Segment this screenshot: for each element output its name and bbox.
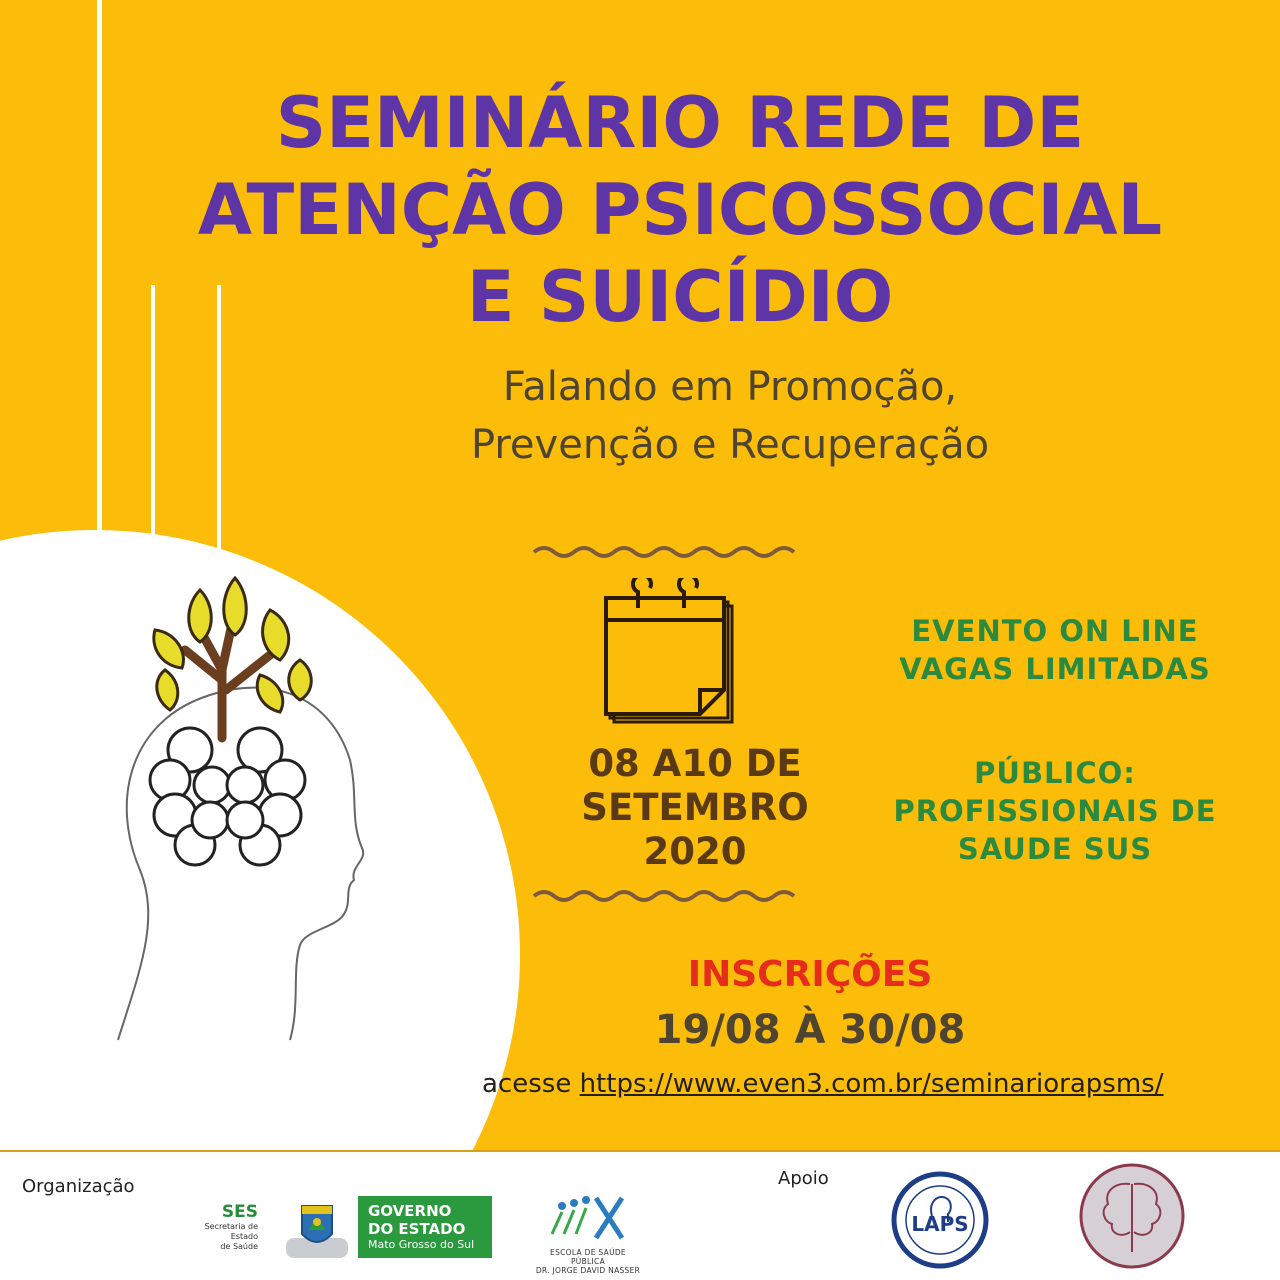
lasme-logo-icon [1078, 1162, 1186, 1270]
gov-line-3: Mato Grosso do Sul [368, 1238, 475, 1251]
organizacao-label: Organização [22, 1176, 135, 1197]
audience-info [880, 754, 1230, 868]
event-date-line-2: SETEMBRO [581, 786, 809, 829]
subtitle-line-2: Prevenção e Recuperação [470, 422, 990, 468]
ses-short: SES [221, 1202, 258, 1222]
governo-logo [358, 1196, 492, 1258]
state-coat-of-arms-icon [284, 1200, 350, 1260]
publico-line-2: SAUDE SUS [957, 832, 1153, 866]
footer-logos [0, 1150, 1280, 1280]
registration-link[interactable]: https://www.even3.com.br/seminariorapsms/ [579, 1069, 1164, 1099]
escola-saude-logo-icon [540, 1188, 640, 1248]
inscricoes-heading: INSCRIÇÕES [687, 954, 933, 995]
title-line-3: E SUICÍDIO [466, 256, 894, 338]
event-format-info [880, 612, 1230, 688]
title-line-2: ATENÇÃO PSICOSSOCIAL [197, 169, 1163, 251]
page-title [0, 80, 1280, 341]
vagas-label: VAGAS LIMITADAS [899, 652, 1211, 686]
calendar-icon [600, 578, 740, 728]
escola-line-2: DR. JORGE DAVID NASSER [535, 1266, 641, 1275]
subtitle-line-1: Falando em Promoção, [502, 364, 958, 410]
registration-period: 19/08 À 30/08 [654, 1007, 966, 1053]
publico-line-1: PROFISSIONAIS DE [893, 794, 1217, 828]
access-line [482, 1064, 1262, 1104]
wave-divider-top [532, 542, 802, 562]
event-date-line-1: 08 A10 DE [588, 742, 802, 785]
publico-label: PÚBLICO: [974, 756, 1136, 790]
wave-divider-bottom [532, 886, 802, 906]
title-line-1: SEMINÁRIO REDE DE [275, 82, 1085, 164]
ses-full-line-2: de Saúde [220, 1242, 258, 1251]
access-prefix: acesse [482, 1069, 572, 1099]
laps-label: LAPS [911, 1212, 969, 1236]
ses-logo [180, 1202, 258, 1252]
escola-line-1: ESCOLA DE SAÚDE PÚBLICA [550, 1248, 626, 1266]
head-brain-tree-illustration [100, 570, 390, 1060]
ses-full-line-1: Secretaria de Estado [204, 1222, 258, 1241]
subtitle [300, 358, 1160, 474]
apoio-label: Apoio [778, 1168, 829, 1189]
gov-line-1: GOVERNO [368, 1202, 452, 1220]
event-date [560, 742, 830, 874]
online-label: EVENTO ON LINE [911, 614, 1199, 648]
escola-saude-text [533, 1248, 643, 1275]
event-date-line-3: 2020 [643, 830, 747, 873]
gov-line-2: DO ESTADO [368, 1220, 466, 1238]
